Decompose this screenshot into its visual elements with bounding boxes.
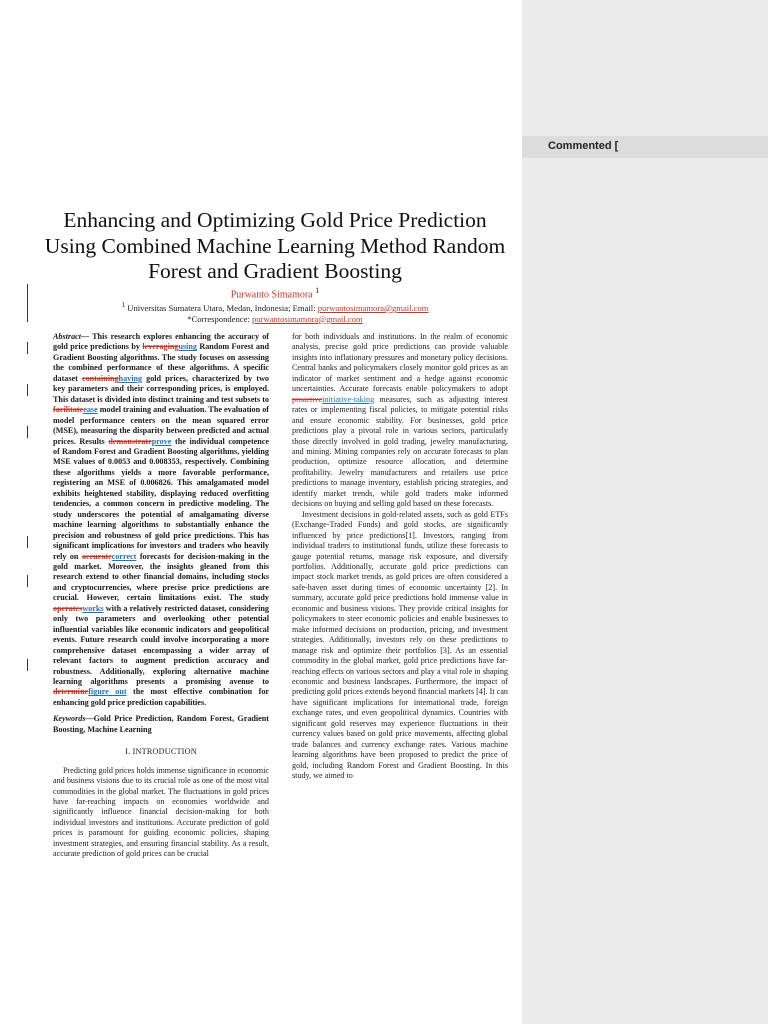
abstract-segment: gold prices, characterized by two key parameters and their corresponding prices, is employed. This dataset is divided into distinct training and test subsets to (53, 373, 269, 404)
tracked-insertion[interactable]: works (82, 603, 104, 613)
tracked-insertion[interactable]: figure out (88, 687, 127, 697)
tracked-deletion[interactable]: containing (81, 373, 119, 383)
correspondence-label: *Correspondence: (187, 313, 252, 324)
abstract-lead: Abstract (53, 332, 81, 341)
correspondence-line (40, 314, 510, 325)
tracked-deletion[interactable]: accurate (81, 551, 112, 561)
abstract-segment: the most effective combination for enhancing gold price prediction capabilities. (53, 687, 269, 707)
author-name[interactable]: Purwanto Simamora (230, 289, 313, 301)
right-column (292, 332, 508, 781)
tracked-deletion[interactable]: operates (53, 603, 83, 613)
change-bar (27, 284, 28, 322)
change-bar (27, 426, 28, 438)
tracked-deletion[interactable]: facilitate (53, 405, 84, 415)
keywords-text (53, 714, 269, 735)
tracked-insertion[interactable]: prove (151, 436, 172, 446)
abstract (53, 332, 269, 708)
tracked-insertion[interactable]: initiative-taking (322, 394, 375, 404)
abstract-segment: with a relatively restricted dataset, considering only two parameters and overlooking other potential influential variables like economic indicators and geopolitical events. Future research could involve incorporating a more comprehensive dataset encompassing a wider array of relevant factors to augment prediction accuracy and robustness. Additionally, exploring alternative machine learning algorithms presents a promising avenue to (53, 603, 269, 686)
intro-paragraph-1: Predicting gold prices holds immense significance in economic and business visions due to its crucial role as one of the most vital commodities in the global market. The fluctuations in gold prices have far-reaching impacts on economies worldwide and significantly influence financial decision-making for both individual investors and institutions. Accurate prediction of gold prices is paramount for guiding economic policies, shaping investment strategies, and ensuring financial stability. As a result, accurate prediction of gold prices can be crucial (53, 765, 269, 859)
author-superscript: 1 (315, 286, 320, 295)
change-bar (27, 659, 28, 671)
affiliation-email-user[interactable]: purwantosimamora (317, 302, 385, 313)
keywords-list: —Gold Price Prediction, Random Forest, Gradient Boosting, Machine Learning (53, 714, 269, 734)
affiliation-text: Universitas Sumatera Utara, Medan, Indonesia; Email: (127, 302, 318, 313)
abstract-segment: the individual competence of Random Forest and Gradient Boosting algorithms, yielding MSE values of 0.0053 and 0.008353, respectively. Combining these algorithms yields a more favorable performance, registering an MSE of 0.006826. This amalgamated model exhibits heightened stability, displaying reduced overfitting tendencies, a common concern in predictive modeling. The study underscores the potential of amalgamating diverse machine learning algorithms to substantially enhance the precision and robustness of gold price predictions. This has significant implications for investors and traders who heavily rely on (53, 436, 269, 561)
affiliation-email-domain[interactable]: @gmail.com (384, 302, 429, 313)
tracked-deletion[interactable]: demonstrate (108, 436, 152, 446)
change-bar (27, 384, 28, 396)
comment-label: Commented [ (548, 140, 619, 152)
text-segment: measures, such as adjusting interest rates or implementing fiscal policies, to mitigate potential risks and ensure economic stability. For businesses, gold price predictions play a pivotal role in various sectors, particularly those directly involved in gold trading, jewelry manufacturing, and mining. Mining companies rely on accurate forecasts to plan production, optimize resource allocation, and determine profitability. Jewelry manufacturers and retailers use price predictions to manage inventory, establish pricing strategies, and identify market trends, while gold traders make informed decisions on buying and selling gold based on these forecasts. (292, 394, 508, 509)
tracked-deletion[interactable]: determine (53, 687, 89, 697)
change-bar (27, 536, 28, 548)
abstract-text (53, 332, 269, 708)
keywords (53, 714, 269, 735)
tracked-insertion[interactable]: ease (83, 405, 98, 415)
comment-balloon[interactable] (522, 136, 768, 158)
section-heading-introduction: I. INTRODUCTION (125, 747, 197, 757)
author-line (40, 285, 510, 301)
keywords-lead: Keywords (53, 714, 86, 724)
affiliation-superscript: 1 (121, 301, 126, 309)
tracked-insertion[interactable]: correct (111, 551, 137, 561)
paper-title: Enhancing and Optimizing Gold Price Prediction Using Combined Machine Learning Method Random Forest and Gradient Boosting (44, 208, 506, 283)
correspondence-email-domain[interactable]: @gmail.com (318, 313, 363, 324)
text-segment: for both individuals and institutions. In the realm of economic analysis, precise gold price predictions can provide valuable insights into inflationary pressures and monetary policy decisions. Central banks and policymakers closely monitor gold prices as an indicator of market sentiment and a hedge against economic uncertainties. Accurate forecasts enable policymakers to adopt (292, 332, 508, 394)
affiliation (40, 300, 510, 325)
affiliation-line (40, 300, 510, 314)
abstract-segment: model training and evaluation. The evaluation of model performance centers on the mean squared error (MSE), measuring the disparity between predicted and actual prices. Results (53, 405, 269, 446)
tracked-insertion[interactable]: having (118, 373, 143, 383)
correspondence-email-user[interactable]: purwantosimamora (251, 313, 319, 324)
change-bar (27, 342, 28, 354)
tracked-insertion[interactable]: using (178, 342, 197, 352)
abstract-segment: — This research explores enhancing the accuracy of gold price predictions by (53, 332, 269, 352)
left-column (53, 332, 269, 860)
abstract-segment: Random Forest and Gradient Boosting algorithms. The study focuses on assessing the combined performance of these algorithms. A specific dataset (53, 342, 269, 383)
intro-paragraph-2: Investment decisions in gold-related assets, such as gold ETFs (Exchange-Traded Funds) and gold stocks, are significantly influenced by price predictions[1]. Investors, ranging from individual traders to institutional funds, utilize these forecasts to gauge potential returns, manage risk exposure, and diversify portfolios. Additionally, accurate gold price predictions can impact stock market trends, as gold prices are often considered a safe-haven asset during times of economic uncertainty [2]. In summary, accurate gold price predictions hold immense value in economic and business visions. They provide critical insights for policymakers to steer economic policies and enable businesses to make informed decisions on production, pricing, and investment strategies. Additionally, investors rely on these predictions to manage risk and optimize their portfolios [3]. As an essential commodity in the global market, gold price predictions have far-reaching effects on various sectors and play a vital role in shaping economic and business landscapes. Furthermore, the impact of predicting gold prices extends beyond financial markets [4]. It can have significant implications for international trade, foreign exchange rates, and even geopolitical dynamics. Countries with significant gold reserves may experience fluctuations in their currency values based on gold price movements, affecting global trade balances and currency exchange rates. Various machine learning algorithms have been proposed to predict the price of gold, including Random Forest and Gradient Boosting. In this study, we aimed to (292, 509, 508, 781)
tracked-deletion[interactable]: proactive (292, 394, 323, 404)
intro-paragraph-1-continued (292, 332, 508, 510)
change-bar (27, 575, 28, 587)
tracked-deletion[interactable]: leveraging (142, 342, 179, 352)
abstract-segment: forecasts for decision-making in the gold market. Moreover, the insights gleaned from this research extend to other financial domains, including stocks and cryptocurrencies, where precise price predictions are crucial. However, certain limitations exist. The study (53, 551, 270, 603)
